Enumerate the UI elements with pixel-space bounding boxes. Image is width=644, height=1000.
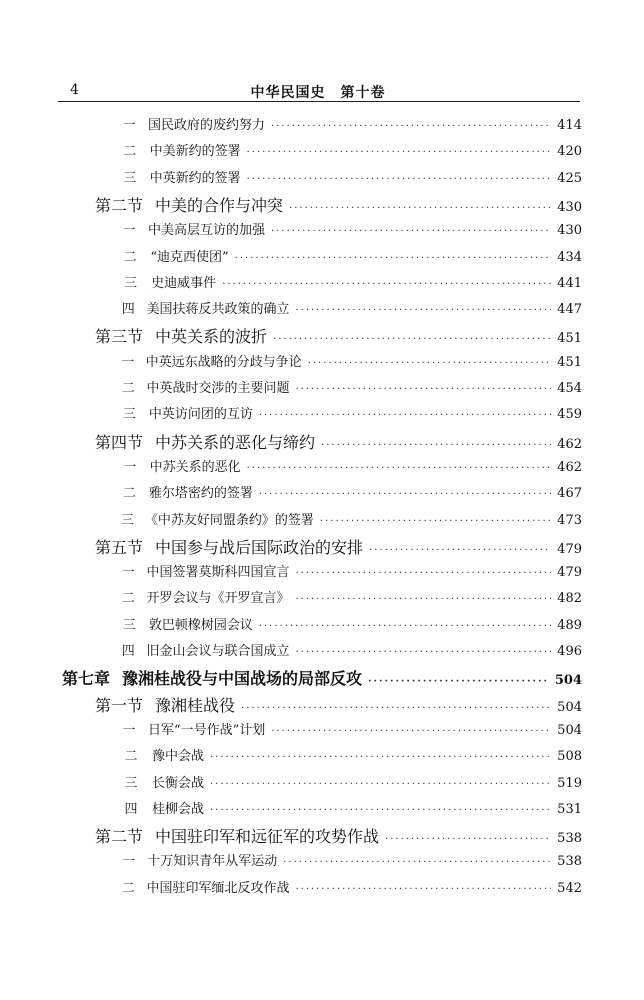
toc-entry-page: 542 (557, 880, 582, 896)
dot-leader (295, 567, 551, 581)
toc-entry-page: 462 (557, 459, 582, 475)
toc-entry-number: 第一节 (95, 695, 144, 715)
toc-entry-title: 国民政府的废约努力 (148, 118, 266, 133)
toc-entry-number: 二 (121, 591, 135, 607)
toc-entry-number: 一 (123, 459, 137, 475)
dot-leader (259, 620, 551, 634)
toc-entry (0, 351, 582, 371)
toc-entry-page: 482 (557, 591, 582, 607)
toc-entry-page: 531 (557, 801, 582, 817)
toc-entry-title: 中英关系的波折 (155, 327, 268, 347)
toc-entry-page: 430 (557, 223, 582, 239)
toc-entry (0, 430, 582, 453)
toc-entry-page: 496 (557, 644, 582, 659)
toc-entry-number: 四 (121, 302, 135, 318)
toc-entry (0, 535, 582, 558)
toc-entry (0, 693, 582, 716)
toc-entry-title: 史迪威事件 (151, 275, 217, 291)
toc-entry-number: 一 (122, 854, 136, 870)
toc-entry-page: 519 (557, 775, 582, 791)
page-number: 4 (70, 82, 79, 98)
dot-leader (289, 202, 551, 216)
toc-entry-number: 第五节 (95, 537, 144, 557)
toc-entry-number: 第四节 (95, 432, 144, 452)
toc-entry-title: 中国签署莫斯科四国宣言 (146, 565, 290, 581)
dot-leader (247, 146, 552, 160)
toc-entry (0, 824, 582, 847)
dot-leader (210, 778, 551, 792)
toc-entry-number: 四 (121, 644, 135, 659)
header-rule (58, 101, 580, 102)
toc-entry-title: 敦巴顿橡树园会议 (148, 617, 253, 633)
toc-entry-title: 中国驻印军缅北反攻作战 (146, 880, 290, 896)
toc-entry-title: 中国驻印军和远征军的攻势作战 (155, 827, 380, 847)
toc-entry-title: 长衡会战 (151, 775, 204, 791)
dot-leader (320, 515, 551, 529)
toc-entry-number: 二 (123, 144, 137, 160)
toc-entry-page: 420 (557, 144, 582, 160)
dot-leader (235, 252, 552, 266)
toc-entry-number: 三 (122, 617, 136, 633)
toc-entry-title: 中英远东战略的分歧与争论 (145, 354, 302, 370)
toc-entry (0, 640, 582, 660)
dot-leader (369, 544, 551, 558)
dot-leader (385, 833, 551, 847)
toc-entry-number: 第七章 (62, 669, 111, 689)
toc-entry-number: 一 (122, 722, 136, 738)
toc-entry-page: 538 (557, 854, 582, 870)
toc-entry-title: 豫湘桂战役与中国战场的局部反攻 (122, 669, 363, 689)
dot-leader (247, 173, 552, 187)
toc-entry-number: 第二节 (95, 827, 144, 847)
dot-leader (295, 304, 551, 318)
toc-entry-page: 430 (557, 199, 582, 215)
toc-entry-title: 旧金山会议与联合国成立 (146, 644, 290, 659)
toc-entry-page: 504 (557, 722, 582, 738)
toc-entry-title: 桂柳会战 (151, 801, 204, 817)
toc-entry-page: 414 (557, 118, 582, 133)
dot-leader (210, 751, 551, 765)
toc-entry (0, 377, 582, 397)
dot-leader (273, 333, 551, 347)
toc-entry-number: 三 (122, 407, 136, 423)
toc-entry (0, 114, 582, 134)
toc-entry-page: 504 (554, 673, 582, 689)
toc-entry-title: 中美的合作与冲突 (155, 195, 284, 215)
dot-leader (247, 462, 552, 476)
toc-entry-title: 中美高层互访的加强 (148, 223, 266, 239)
dot-leader (222, 278, 551, 292)
toc-entry-number: 三 (120, 512, 134, 528)
toc-entry-title: 中苏关系的恶化 (149, 459, 241, 475)
toc-entry-page: 459 (557, 407, 582, 423)
toc-entry-title: 雅尔塔密约的签署 (148, 486, 253, 502)
toc-entry (0, 167, 582, 187)
toc-entry-title: “迪克西使团” (150, 249, 229, 265)
toc-entry-title: 《中苏友好同盟条约》的签署 (144, 512, 314, 528)
toc-entry (0, 850, 582, 870)
toc-entry (0, 324, 582, 347)
dot-leader (295, 883, 551, 897)
dot-leader (308, 357, 551, 371)
toc-entry (0, 772, 582, 792)
toc-entry (0, 509, 582, 529)
dot-leader (283, 856, 551, 870)
toc-entry (0, 561, 582, 581)
toc-entry-number: 第二节 (95, 195, 144, 215)
toc-entry-number: 三 (124, 275, 138, 291)
toc-entry-number: 一 (122, 118, 136, 133)
running-title: 中华民国史 第十卷 (250, 85, 386, 101)
toc-entry (0, 140, 582, 160)
toc-entry (0, 666, 582, 689)
toc-entry (0, 798, 582, 818)
toc-entry-title: 豫中会战 (151, 749, 204, 765)
dot-leader (271, 725, 551, 739)
toc-entry (0, 272, 582, 292)
dot-leader (295, 646, 551, 660)
toc-entry-page: 538 (557, 831, 582, 847)
toc-entry-number: 四 (124, 801, 138, 817)
toc-entry-page: 489 (557, 617, 582, 633)
toc-entry (0, 403, 582, 423)
toc-entry (0, 298, 582, 318)
toc-entry-page: 467 (557, 486, 582, 502)
toc-entry-title: 中国参与战后国际政治的安排 (155, 537, 364, 557)
toc-entry-title: 开罗会议与《开罗宣言》 (146, 591, 290, 607)
dot-leader (295, 593, 551, 607)
toc-entry-page: 454 (557, 381, 582, 396)
toc-entry-title: 十万知识青年从军运动 (147, 854, 278, 870)
dot-leader (241, 702, 551, 716)
toc-entry (0, 719, 582, 739)
dot-leader (259, 488, 551, 502)
toc-entry (0, 877, 582, 897)
toc-entry-page: 441 (557, 275, 582, 291)
toc-entry-number: 第三节 (95, 327, 144, 347)
toc-entry-number: 一 (121, 565, 135, 581)
toc-entry-page: 447 (557, 302, 582, 318)
toc-entry-title: 日军“一号作战”计划 (148, 722, 266, 738)
toc-entry-page: 425 (557, 170, 582, 186)
toc-entry-page: 462 (557, 436, 582, 452)
toc-entry-page: 479 (557, 541, 582, 557)
dot-leader (210, 804, 551, 818)
toc-entry (0, 587, 582, 607)
toc-entry-number: 三 (123, 170, 137, 186)
toc-entry-page: 504 (557, 699, 582, 715)
toc-entry-title: 美国扶蒋反共政策的确立 (146, 302, 290, 318)
toc-entry-number: 二 (123, 249, 137, 265)
toc-entry-number: 二 (121, 381, 135, 396)
toc-entry-number: 三 (124, 775, 138, 791)
dot-leader (259, 409, 551, 423)
toc-entry-page: 508 (557, 749, 582, 765)
dot-leader (271, 225, 551, 239)
toc-entry (0, 456, 582, 476)
toc-entry-number: 二 (121, 880, 135, 896)
toc-entry-number: 一 (121, 354, 135, 370)
toc-entry-title: 中苏关系的恶化与缔约 (155, 432, 316, 452)
dot-leader (321, 439, 551, 453)
toc-entry (0, 219, 582, 239)
toc-entry-title: 中英访问团的互访 (148, 407, 253, 423)
dot-leader (295, 383, 551, 397)
toc-entry (0, 482, 582, 502)
toc-entry-page: 434 (557, 249, 582, 265)
dot-leader (271, 120, 551, 134)
dot-leader (368, 675, 549, 689)
toc-entry (0, 614, 582, 634)
toc-entry (0, 246, 582, 266)
toc-entry-title: 中美新约的签署 (149, 144, 241, 160)
toc-entry-page: 473 (557, 512, 582, 528)
toc-entry-number: 二 (124, 749, 138, 765)
toc-entry-page: 451 (557, 331, 582, 347)
toc-entry-title: 中英战时交涉的主要问题 (146, 381, 290, 396)
toc-entry-title: 豫湘桂战役 (155, 695, 236, 715)
toc-entry (0, 745, 582, 765)
toc-entry-page: 451 (557, 354, 582, 370)
toc-entry (0, 193, 582, 216)
toc-entry-title: 中英新约的签署 (149, 170, 241, 186)
toc-entry-number: 二 (122, 486, 136, 502)
toc-entry-page: 479 (557, 565, 582, 581)
toc-entry-number: 一 (122, 223, 136, 239)
